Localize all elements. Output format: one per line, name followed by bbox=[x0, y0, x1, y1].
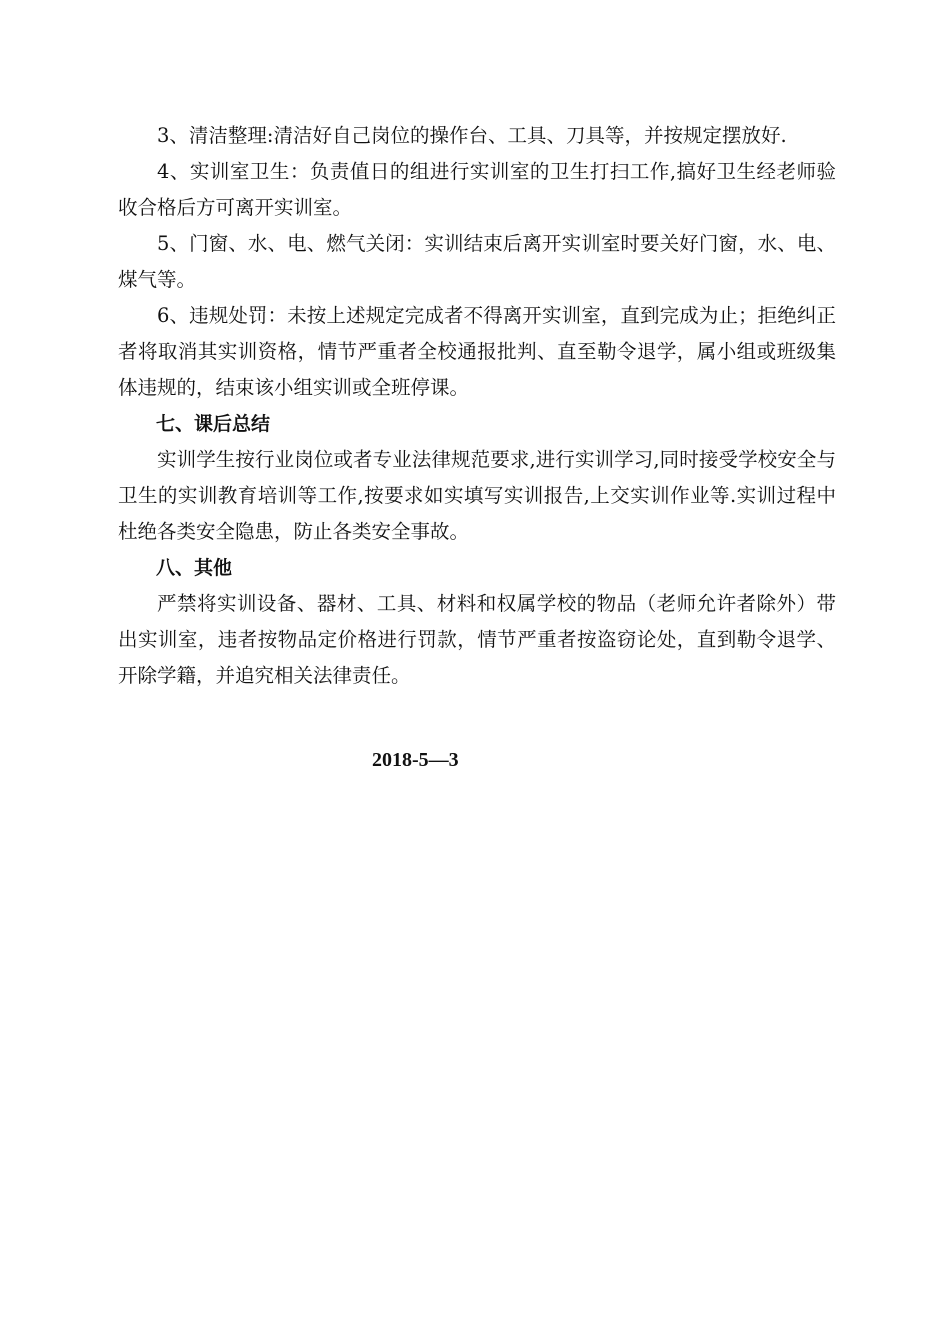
section-8-heading: 八、其他 bbox=[156, 557, 233, 579]
rule-cleaning-paragraph: 3、清洁整理:清洁好自己岗位的操作台、工具、刀具等，并按规定摆放好. bbox=[157, 124, 787, 147]
rule-penalty-paragraph: 6、违规处罚：未按上述规定完成者不得离开实训室，直到完成为止；拒绝纠正者将取消其实训资格，情节严重者全校通报批判、直至勒令退学，属小组或班级集体违规的，结束该小组实训或全班停课。 bbox=[118, 304, 836, 399]
rule-shutoff-paragraph: 5、门窗、水、电、燃气关闭：实训结束后离开实训室时要关好门窗，水、电、煤气等。 bbox=[118, 232, 836, 291]
rule-hygiene-paragraph: 4、实训室卫生：负责值日的组进行实训室的卫生打扫工作,搞好卫生经老师验收合格后方可离开实训室。 bbox=[118, 160, 836, 219]
section-7-body: 实训学生按行业岗位或者专业法律规范要求,进行实训学习,同时接受学校安全与卫生的实训教育培训等工作,按要求如实填写实训报告,上交实训作业等.实训过程中杜绝各类安全隐患，防止各类安全事故。 bbox=[118, 448, 836, 543]
section-7-heading: 七、课后总结 bbox=[156, 413, 271, 435]
section-8-body: 严禁将实训设备、器材、工具、材料和权属学校的物品（老师允许者除外）带出实训室，违者按物品定价格进行罚款，情节严重者按盗窃论处，直到勒令退学、开除学籍，并追究相关法律责任。 bbox=[118, 592, 836, 687]
document-body bbox=[118, 118, 836, 694]
document-date: 2018-5—3 bbox=[372, 749, 459, 771]
